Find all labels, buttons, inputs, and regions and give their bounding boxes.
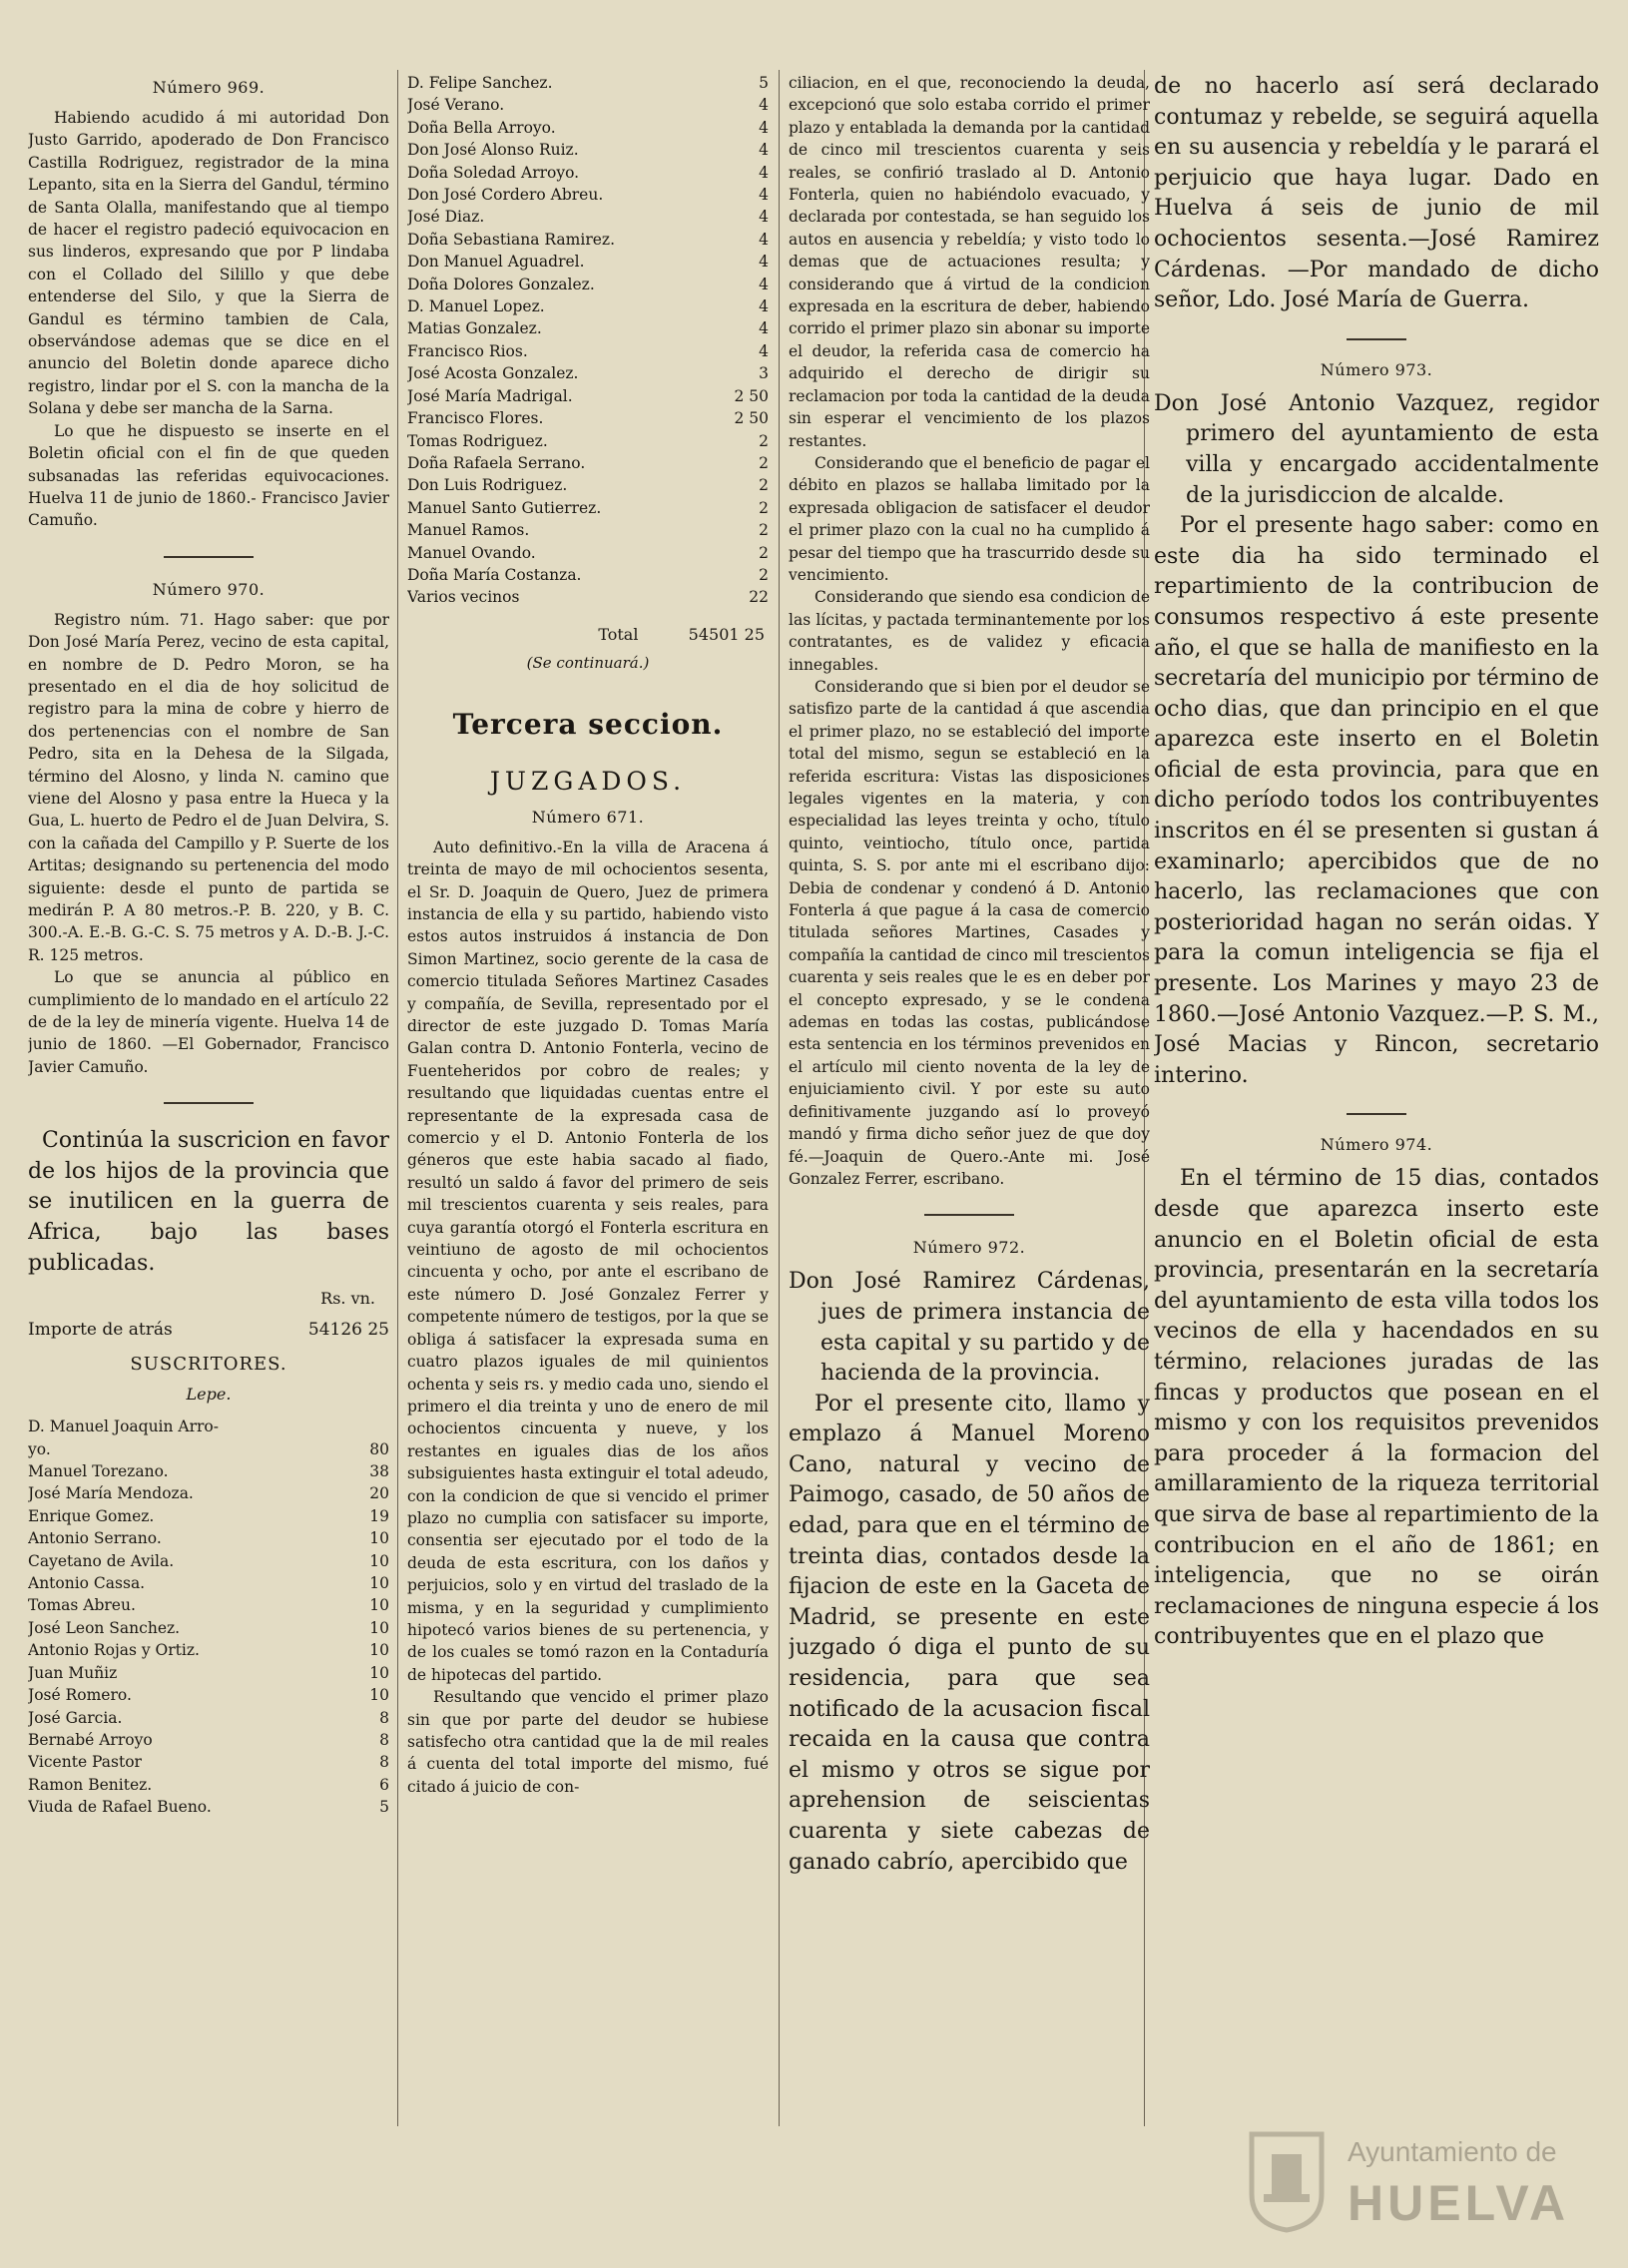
subscriber-name: José María Mendoza. [28,1484,194,1503]
separator [924,1214,1014,1216]
subscriber-name: Juan Muñiz [28,1663,118,1682]
subscriber-amount: 10 [369,1529,389,1548]
subscriber-amount: 8 [379,1730,389,1749]
subscriber-name: Ramon Benitez. [28,1775,153,1794]
watermark-line-2: HUELVA [1348,2175,1570,2231]
subscriber-amount: 4 [759,141,769,160]
city-seal-icon [1242,2124,1332,2234]
to-be-continued: (Se continuará.) [526,653,650,672]
subscriber-row [407,362,769,384]
subscriber-name: Vicente Pastor [28,1753,142,1772]
subscriber-name: Viuda de Rafael Bueno. [28,1798,212,1817]
subscriber-amount: 2 [759,431,769,450]
column-4 [1154,72,1599,1653]
notice-973-heading: Don José Antonio Vazquez, regidor primero del ayuntamiento de esta villa y encargado accidentalmente de la jurisdiccion de alcalde. [1154,390,1599,508]
subscriber-amount: 2 [759,521,769,540]
subscriber-row [28,1796,389,1818]
subscriber-row [407,542,769,564]
subscriber-row [407,162,769,184]
subscriber-row [28,1594,389,1616]
subscriber-name: Doña Soledad Arroyo. [407,163,580,182]
subscriber-name: José Diaz. [407,208,485,227]
subscriber-name: Tomas Abreu. [28,1596,136,1615]
subscriber-row [28,1662,389,1684]
subscriber-row [28,1550,389,1572]
column-1 [28,72,389,1819]
subscriber-amount: 5 [759,74,769,92]
subscriber-row [28,1639,389,1661]
subscriber-row [28,1707,389,1729]
subscriber-row [407,340,769,362]
separator [164,556,254,558]
subscriber-amount: 38 [369,1462,389,1481]
notice-671-continued: Resultando que vencido el primer plazo sin que por parte del deudor se hubiese satisfecho otra cantidad que la de mil reales á cuenta del total importe del mismo, fué citado á juicio de con- [407,1688,769,1796]
notice-973-title: Número 973. [1320,359,1433,379]
subscriber-name: Enrique Gomez. [28,1506,155,1525]
notice-671-continuation: ciliacion, en el que, reconociendo la deuda, excepcionó que solo estaba corrido el primer plazo y entablada la demanda por la cantidad de cinco mil trescientos cuarenta y seis reales, se confirió traslado al D. Antonio Fonterla, quien no habiéndolo evacuado, y declarada por contestada, se han seguido los autos en ausencia y rebeldía; y visto todo lo demas que de actuaciones resulta; y considerando que á virtud de la condicion expresada en la escritura de deber, habiendo corrido el primer plazo sin abonar su importe el deudor, la referida casa de comercio ha adquirido el derecho de dirigir su reclamacion por toda la cantidad de la deuda sin esperar el vencimiento de los plazos restantes. [789,74,1150,450]
subscriber-amount: 2 50 [734,386,769,405]
subscriber-amount: 22 [749,588,769,607]
subscriber-amount: 4 [759,253,769,272]
subscriber-name: Antonio Serrano. [28,1529,162,1548]
subscriber-name: D. Manuel Joaquin Arro- [28,1418,220,1436]
subscriber-amount: 8 [379,1753,389,1772]
subscriber-name: Doña María Costanza. [407,565,582,584]
subscriber-name: Cayetano de Avila. [28,1551,175,1570]
subscriber-amount: 80 [369,1439,389,1458]
total-label: Total [598,624,639,644]
notice-972-continuation: de no hacerlo así será declarado contumaz y rebelde, se seguirá aquella en su ausencia y rebeldía y le parará el perjuicio que haya lugar. Dado en Huelva á seis de junio de mil ochocientos sesenta.—José Ramirez Cárdenas. —Por mandado de dicho señor, Ldo. José María de Guerra. [1154,74,1599,313]
subscriber-amount: 4 [759,208,769,227]
subscriber-amount [329,1416,389,1437]
subscriber-row [407,474,769,496]
subscriber-row [407,274,769,295]
total-value: 54501 25 [688,624,765,644]
place-name: Lepe. [186,1385,232,1405]
subscriber-amount: 2 [759,565,769,584]
subscriber-name: Antonio Rojas y Ortiz. [28,1641,200,1660]
subscriber-row [407,139,769,161]
subscriber-list-2 [407,72,769,609]
subscriber-row [407,317,769,339]
notice-972-title: Número 972. [912,1238,1026,1258]
subscriber-name: Varios vecinos [407,588,520,607]
subscriber-row [407,206,769,228]
subscriber-name: Manuel Ovando. [407,543,536,562]
subscriber-amount: 4 [759,230,769,249]
subscriber-name: Bernabé Arroyo [28,1730,153,1749]
subscriber-row [407,229,769,251]
subscriber-name: Manuel Ramos. [407,521,530,540]
notice-972-heading: Don José Ramirez Cárdenas, jues de primera instancia de esta capital y su partido y de hacienda de la provincia. [789,1269,1150,1387]
subscriber-list-1 [28,1416,389,1818]
subscriber-row [28,1729,389,1751]
subscriber-amount: 4 [759,96,769,115]
notice-969-title: Número 969. [152,78,266,97]
separator [1347,1113,1406,1115]
subscriber-row [407,184,769,206]
notice-970-closing: Lo que se anuncia al público en cumplimiento de lo mandado en el artículo 22 de de la ley de minería vigente. Huelva 14 de junio de 1860. —El Gobernador, Francisco Javier Camuño. [28,968,389,1076]
subscriber-row [28,1505,389,1527]
subscriber-name: Antonio Cassa. [28,1574,146,1593]
subscriber-name: Doña Sebastiana Ramirez. [407,230,615,249]
subscriber-amount: 4 [759,163,769,182]
notice-974-body: En el término de 15 dias, contados desde que aparezca inserto este anuncio en el Boletin oficial de esta provincia, presentarán en la secretaría del ayuntamiento de esta villa todos los vecinos de ella y hacendados en su término, relaciones juradas de las fincas y productos que posean en el mismo y con los requisitos prevenidos para proceder á la formacion del amillaramiento de la riqueza territorial que sirva de base al repartimiento de la contribucion en el año de 1861; en inteligencia, que no se oirán reclamaciones de ninguna especie á los contribuyentes que en el plazo que [1154,1166,1599,1650]
subscriber-name: José María Madrigal. [407,386,573,405]
subscriber-name: Don José Alonso Ruiz. [407,141,579,160]
subscriber-amount: 10 [369,1686,389,1705]
subscriber-row [407,519,769,541]
currency-units: Rs. vn. [320,1289,375,1309]
subscriber-amount: 10 [369,1551,389,1570]
subscriber-row [28,1527,389,1549]
subscriber-name: José Romero. [28,1686,132,1705]
subscriber-amount: 10 [369,1618,389,1637]
subscriber-amount: 10 [369,1663,389,1682]
watermark-line-1: Ayuntamiento de [1348,2136,1557,2167]
notice-671-considerando-2: Considerando que siendo esa condicion de las lícitas, y pactada terminantemente por los contratantes, es de validez y eficacia innegables. [789,588,1150,674]
subscriber-name: D. Felipe Sanchez. [407,74,553,92]
subscriber-name: José Verano. [407,96,505,115]
subscriber-amount: 2 [759,498,769,517]
notice-969-closing: Lo que he dispuesto se inserte en el Boletin oficial con el fin de que queden subsanadas las referidas equivocaciones. Huelva 11 de junio de 1860.- Francisco Javier Camuño. [28,421,389,530]
subscriber-row [407,430,769,452]
subscriber-row [28,1416,389,1437]
subscriber-name: José Acosta Gonzalez. [407,364,579,383]
subscriber-amount: 2 [759,543,769,562]
subscriber-amount: 20 [369,1484,389,1503]
carried-forward-label: Importe de atrás [28,1320,173,1341]
subscriber-amount: 4 [759,341,769,360]
subscriber-row [28,1572,389,1594]
subscriber-row [28,1774,389,1796]
subscriber-row [28,1460,389,1482]
subscriber-name: Tomas Rodriguez. [407,431,548,450]
subscriber-name: Doña Dolores Gonzalez. [407,275,595,293]
subscriber-row [28,1617,389,1639]
notice-969-body: Habiendo acudido á mi autoridad Don Justo Garrido, apoderado de Don Francisco Castilla Rodriguez, registrador de la mina Lepanto, sita en la Sierra del Gandul, término de Santa Olalla, manifestando que al tiempo de hacer el registro padeció equivocacion en sus linderos, expresando que por P lindaba con el Collado del Silillo y que debe entenderse del Silo, y que la Sierra de Gandul es término tambien de Cala, observándose ademas que se dice en el anuncio del Boletin donde aparece dicho registro, lindar por el S. con la mancha de la Solana y debe ser mancha de la Sarna. [28,109,389,418]
subscriber-name: Manuel Santo Gutierrez. [407,498,602,517]
subscriber-amount: 4 [759,297,769,316]
subscriber-row [28,1751,389,1773]
subscriber-name: Doña Bella Arroyo. [407,118,556,137]
subscribers-title: SUSCRITORES. [130,1354,287,1376]
subscriber-row [407,94,769,116]
subscriber-name: José Garcia. [28,1708,123,1727]
subscriber-row [407,586,769,608]
subscriber-name: José Leon Sanchez. [28,1618,181,1637]
separator [1347,338,1406,340]
notice-970-title: Número 970. [152,579,266,599]
subscriber-name: Doña Rafaela Serrano. [407,453,586,472]
column-3 [789,72,1150,1878]
carried-forward-row [28,1320,389,1340]
subscriber-row [407,117,769,139]
subscriber-amount: 2 [759,476,769,495]
courts-heading: JUZGADOS. [489,766,687,796]
subscriber-amount: 6 [379,1775,389,1794]
subscriber-amount: 19 [369,1506,389,1525]
subscriber-amount: 4 [759,118,769,137]
subscriber-amount: 10 [369,1574,389,1593]
subscriber-row [28,1482,389,1504]
subscriber-amount: 10 [369,1641,389,1660]
subscriber-row [407,407,769,429]
subscriber-row [28,1438,389,1460]
subscriber-row [407,251,769,273]
subscriber-row [407,564,769,586]
subscriber-row [407,385,769,407]
subscriber-amount: 4 [759,275,769,293]
subscriber-amount: 8 [379,1708,389,1727]
subscriber-name: Don Luis Rodriguez. [407,476,568,495]
notice-671-considerando-3: Considerando que si bien por el deudor se satisfizo parte de la cantidad á que ascendia el primer plazo, no se estableció del importe total del mismo, segun se estableció en la referida escritura: Vistas las disposiciones legales vigentes en la materia, y con especialidad las leyes treinta y ocho, título quinto, veintiocho, título once, partida quinta, S. S. por ante mi el escribano dijo: Debia de condenar y condenó á D. Antonio Fonterla á que pague á la casa de comercio titulada señores Martines, Casades y compañía la cantidad de cinco mil trescientos cuarenta y seis reales que le es en deber por el concepto expresado, y se le condena ademas en todas las costas, publicándose esta sentencia en los términos prevenidos en el artículo mil ciento noventa de la ley de enjuiciamiento civil. Y por este su auto definitivamente juzgando así lo proveyó mandó y firma dicho señor juez de que doy fé.—Joaquin de Quero.-Ante mi. José Gonzalez Ferrer, escribano. [789,677,1150,1188]
notice-671-considerando-1: Considerando que el beneficio de pagar el débito en plazos se hallaba limitado por la expresada obligacion de satisfacer el deudor el primer plazo con la cual no ha cumplido á pesar del tiempo que ha trascurrido desde su vencimiento. [789,453,1150,584]
subscriber-amount: 10 [369,1596,389,1615]
notice-972-body: Por el presente cito, llamo y emplazo á Manuel Moreno Cano, natural y vecino de Paimogo, casado, de 50 años de edad, para que en el término de treinta dias, contados desde la fijacion de este en la Gaceta de Madrid, se presente en este juzgado ó diga el punto de su residencia, para que sea notificado de la acusacion fiscal recaida en la causa que contra el mismo y otros se sigue por aprehension de seiscientas cuarenta y siete cabezas de ganado cabrío, apercibido que [789,1391,1150,1875]
subscriber-amount: 3 [759,364,769,383]
subscriber-row [407,295,769,317]
subscriber-name: Don Manuel Aguadrel. [407,253,585,272]
subscriber-amount: 4 [759,319,769,338]
subscriber-name: Manuel Torezano. [28,1462,169,1481]
column-2 [407,72,769,1798]
subscriber-amount: 4 [759,186,769,205]
subscription-notice: Continúa la suscricion en favor de los hijos de la provincia que se inutilicen en la guerra de Africa, bajo las bases publicadas. [28,1128,389,1276]
column-rule-2 [779,70,780,2126]
separator [164,1102,254,1104]
subscriber-name: D. Manuel Lopez. [407,297,545,316]
subscriber-name: Francisco Flores. [407,409,544,428]
notice-974-title: Número 974. [1320,1135,1433,1155]
subscriber-name: yo. [28,1439,51,1458]
subscriber-amount: 2 50 [734,409,769,428]
notice-671-body: Auto definitivo.-En la villa de Aracena á treinta de mayo de mil ochocientos sesenta, el Sr. D. Joaquin de Quero, Juez de primera instancia de ella y su partido, habiendo visto estos autos instruidos á instancia de Don Simon Martinez, socio gerente de la casa de comercio titulada Señores Martinez Casades y compañía, de Sevilla, representado por el director de este juzgado D. Tomas María Galan contra D. Antonio Fonterla, vecino de Fuenteheridos por cobro de reales; y resultando que liquidadas cuentas entre el representante de la expresada casa de comercio y el D. Antonio Fonterla de los géneros que este habia sacado al fiado, resultó un saldo á favor del primero de seis mil trescientos cuarenta y seis reales, para cuya garantía otorgó el Fonterla escritura en veintiuno de agosto de mil ochocientos cincuenta y ocho, por ante el escribano de este número D. José Gonzalez Ferrer y competente número de testigos, por la que se obliga á satisfacer la expresada suma en cuatro plazos iguales de mil quinientos ochenta y seis rs. y medio cada uno, siendo el primero el dia treinta y uno de enero de mil ochocientos cincuenta y nueve, y los restantes en iguales dias de los años subsiguientes hasta extinguir el total adeudo, con la condicion de que si vencido el primer plazo no cumplia con satisfacer su importe, consentia ser ejecutado por el todo de la deuda de esta escritura, con los daños y perjuicios, solo y en virtud del traslado de la misma, y en la seguridad y cumplimiento hipotecó varios bienes de su pertenencia, y de los cuales se tomó razon en la Contaduría de hipotecas del partido. [407,838,769,1684]
subscriber-name: Francisco Rios. [407,341,528,360]
subscriber-row [407,497,769,519]
subscriber-row [407,72,769,94]
subscriber-name: Matias Gonzalez. [407,319,542,338]
subscriber-amount: 2 [759,453,769,472]
section-title: Tercera seccion. [452,707,724,741]
notice-671-title: Número 671. [531,807,645,827]
column-rule-1 [397,70,398,2126]
subscriber-name: Don José Cordero Abreu. [407,186,604,205]
subscriber-row [407,452,769,474]
total-row [407,625,769,644]
subscriber-amount: 5 [379,1798,389,1817]
subscriber-row [28,1684,389,1706]
notice-970-body: Registro núm. 71. Hago saber: que por Don José María Perez, vecino de esta capital, en nombre de D. Pedro Moron, se ha presentado en el dia de hoy solicitud de registro para la mina de cobre y hierro de dos pertenencias con el nombre de San Pedro, sita en la Dehesa de la Silgada, término del Alosno, y linda N. camino que viene del Alosno y pasa entre la Hueca y la Gua, L. huerto de Pedro el de Juan Delvira, S. con la cañada del Campillo y P. Suerte de los Artitas; designando su pertenencia del modo siguiente: desde el punto de partida se medirán P. A 80 metros.-P. B. 220, y B. C. 300.-A. E.-B. G.-C. S. 75 metros y A. D.-B. J.-C. R. 125 metros. [28,610,389,964]
notice-973-body: Por el presente hago saber: como en este dia ha sido terminado el repartimiento de la contribucion de consumos respectivo á este presente año, el que se halla de manifiesto en la secretaría del municipio por término de ocho dias, que dan principio en el que aparezca este inserto en el Boletin oficial de esta provincia, para que en dicho período todos los contribuyentes inscritos en él se presenten si gustan á examinarlo; apercibidos que de no hacerlo, las reclamaciones que con posterioridad hagan no serán oidas. Y para la comun inteligencia se fija el presente. Los Marines y mayo 23 de 1860.—José Antonio Vazquez.—P. S. M., José Macias y Rincon, secretario interino. [1154,513,1599,1088]
carried-forward-value: 54126 25 [307,1320,389,1341]
